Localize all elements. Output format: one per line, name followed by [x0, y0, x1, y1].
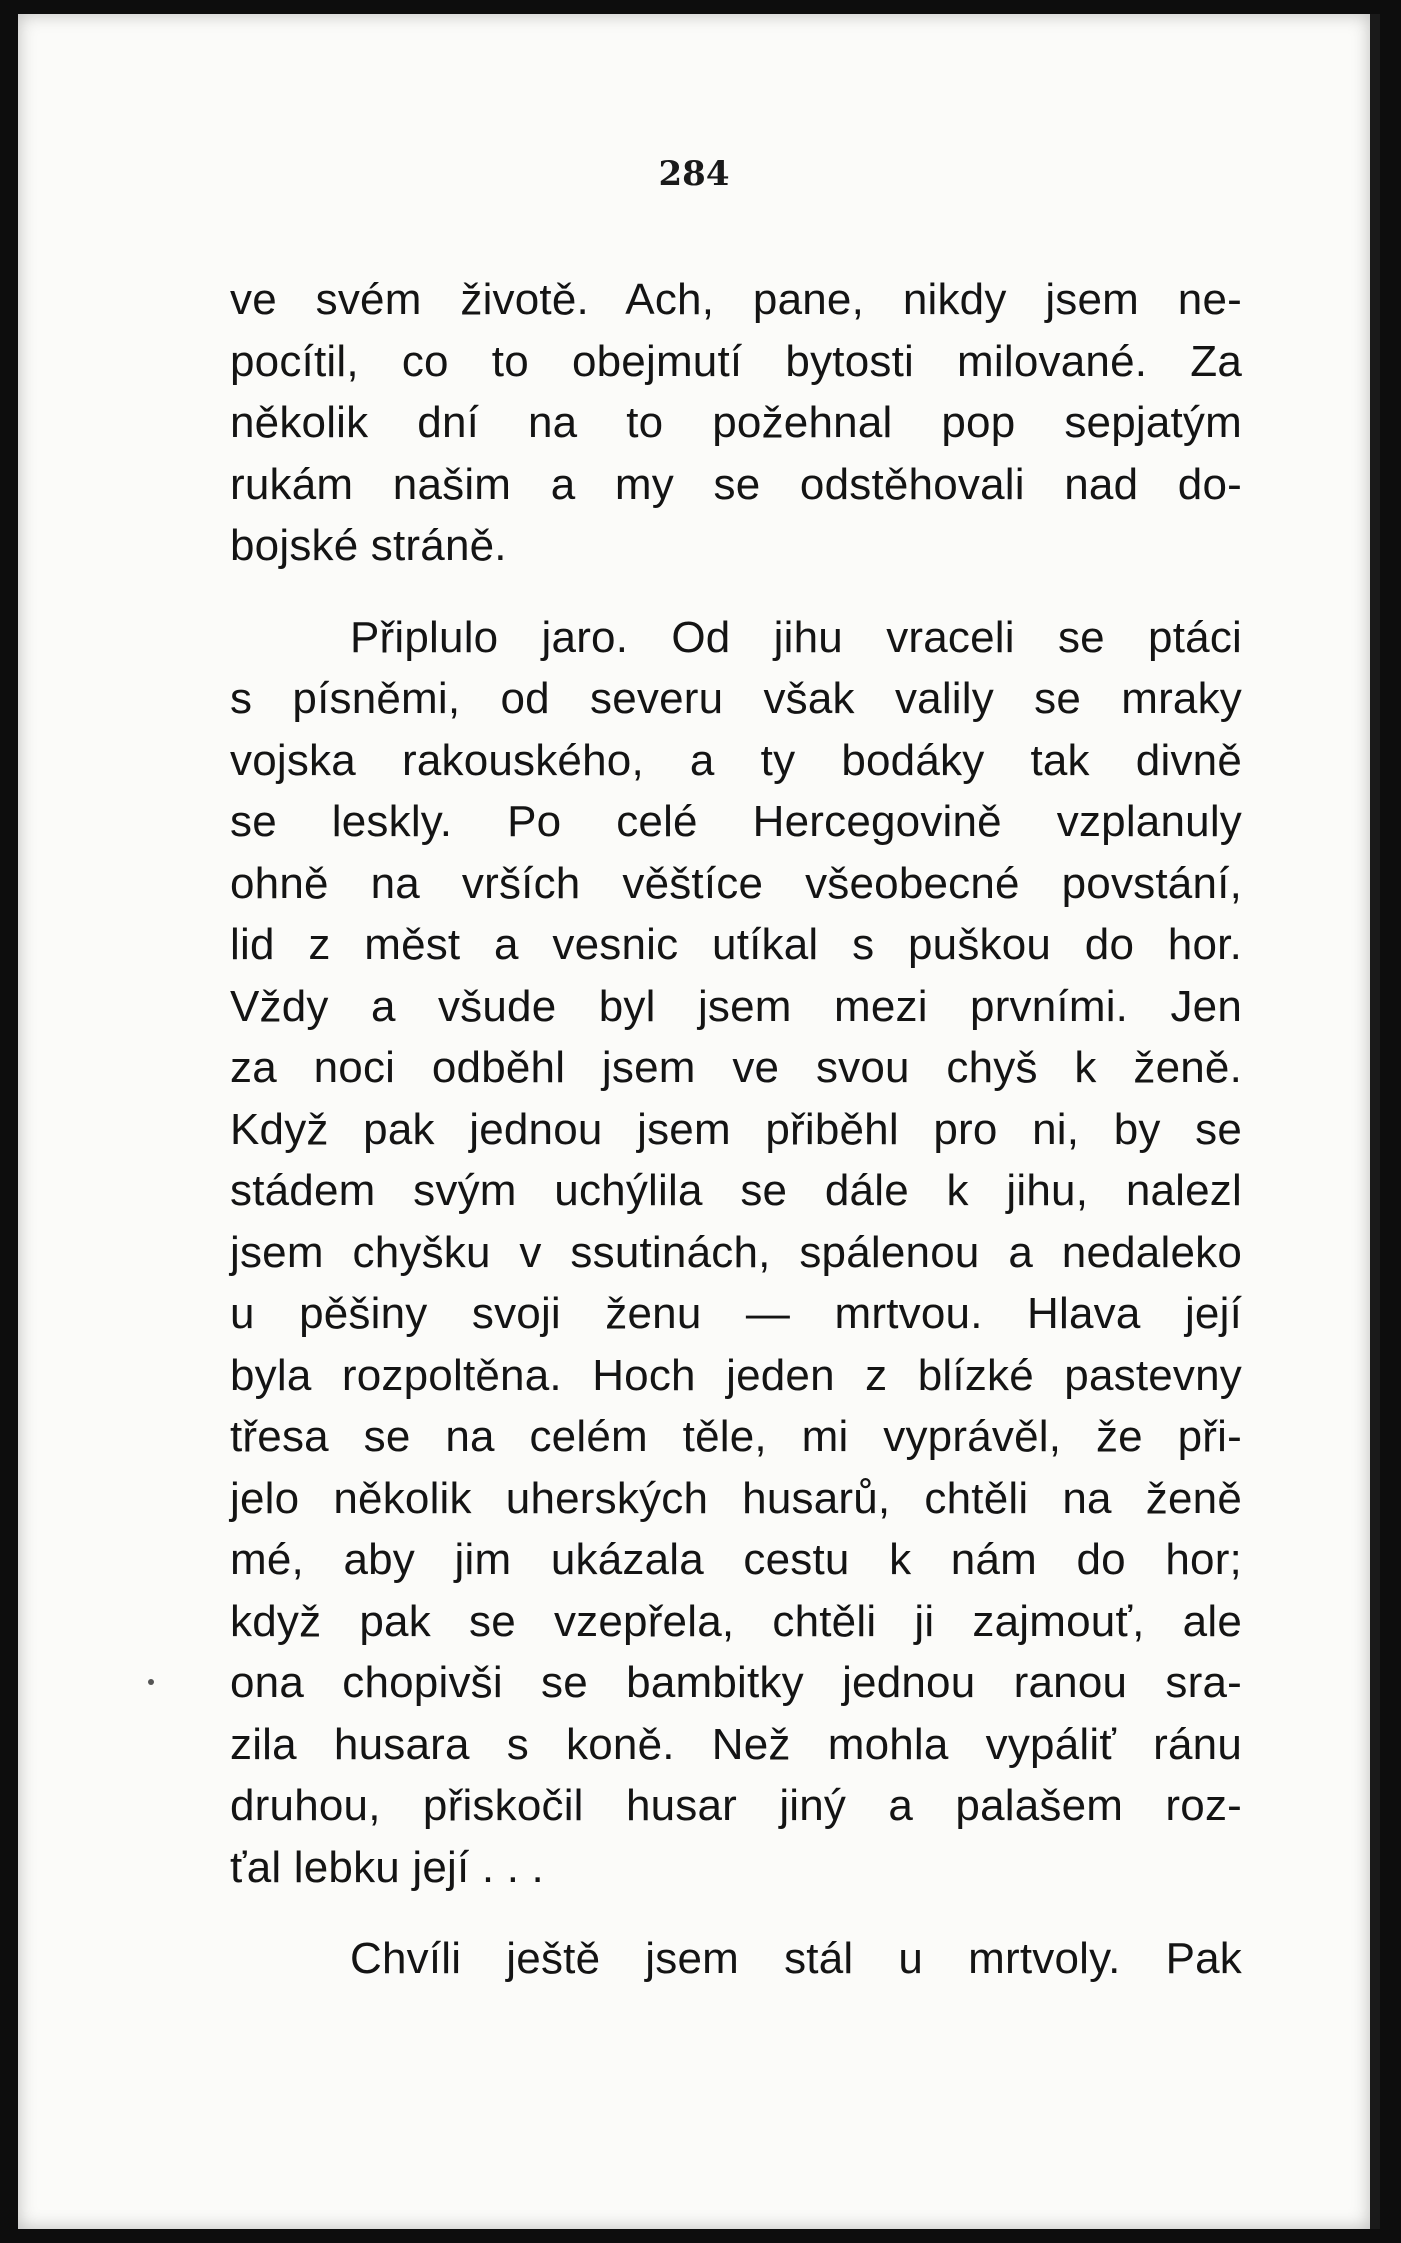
text-line: mé, aby jim ukázala cestu k nám do hor; — [230, 1535, 1242, 1584]
text-line: ona chopivši se bambitky jednou ranou sra- — [230, 1658, 1242, 1707]
text-line: lid z měst a vesnic utíkal s puškou do hor. — [230, 920, 1242, 969]
text-line: druhou, přiskočil husar jiný a palašem roz- — [230, 1781, 1242, 1830]
text-line: Připlulo jaro. Od jihu vraceli se ptáci — [350, 612, 1242, 662]
text-line: s písněmi, od severu však valily se mraky — [230, 674, 1242, 723]
text-line: vojska rakouského, a ty bodáky tak divně — [230, 735, 1242, 785]
text-line: jsem chyšku v ssutinách, spálenou a nedaleko — [230, 1227, 1242, 1277]
text-line: několik dní na to požehnal pop sepjatým — [230, 398, 1242, 447]
paragraph — [230, 607, 1242, 1899]
text-line: stádem svým uchýlila se dále k jihu, nalezl — [230, 1166, 1242, 1215]
text-line: za noci odběhl jsem ve svou chyš k ženě. — [230, 1043, 1242, 1092]
text-line: Vždy a všude byl jsem mezi prvními. Jen — [230, 981, 1242, 1031]
text-line: Chvíli ještě jsem stál u mrtvoly. Pak — [350, 1934, 1242, 1983]
text-line: u pěšiny svoji ženu — mrtvou. Hlava její — [230, 1289, 1242, 1338]
text-line: bojské stráně. — [230, 521, 507, 570]
text-line: když pak se vzepřela, chtěli ji zajmouť, ale — [230, 1596, 1242, 1646]
text-line: pocítil, co to obejmutí bytosti milované. Za — [230, 336, 1242, 386]
page-number: 284 — [658, 154, 730, 194]
text-line: třesa se na celém těle, mi vyprávěl, že při- — [230, 1412, 1242, 1461]
paragraph-gap — [230, 1898, 1242, 1928]
body-text — [230, 269, 1242, 1990]
text-line: rukám našim a my se odstěhovali nad do- — [230, 459, 1242, 509]
text-line: Když pak jednou jsem přiběhl pro ni, by se — [230, 1104, 1242, 1154]
paragraph — [230, 1928, 1242, 1990]
text-line: ohně na vrších věštíce všeobecné povstání, — [230, 858, 1242, 908]
text-line: zila husara s koně. Než mohla vypáliť ránu — [230, 1719, 1242, 1769]
paragraph — [230, 269, 1242, 577]
text-line: se leskly. Po celé Hercegovině vzplanuly — [230, 797, 1242, 846]
text-line: ve svém životě. Ach, pane, nikdy jsem ne- — [230, 275, 1242, 324]
text-line: jelo několik uherských husarů, chtěli na ženě — [230, 1473, 1242, 1523]
text-line: byla rozpoltěna. Hoch jeden z blízké pastevny — [230, 1350, 1242, 1400]
paragraph-gap — [230, 577, 1242, 607]
text-line: ťal lebku její . . . — [230, 1842, 544, 1892]
book-page — [18, 14, 1380, 2229]
scan-speck — [148, 1679, 154, 1685]
